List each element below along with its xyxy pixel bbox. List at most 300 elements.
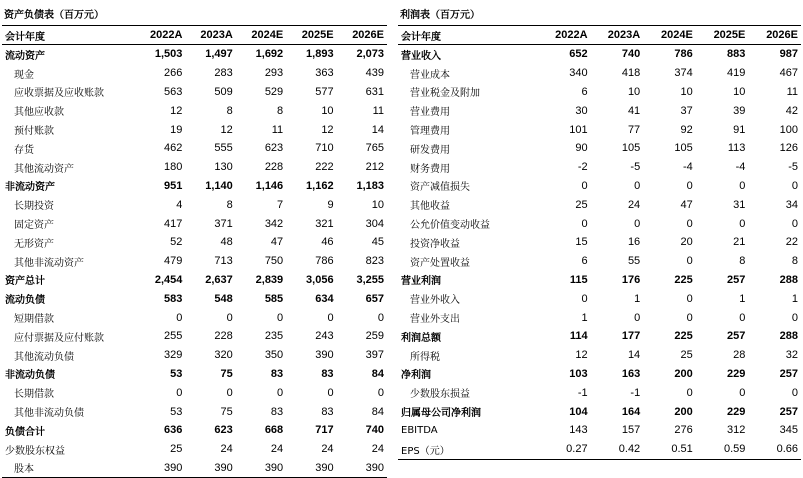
row-value: 225 [674,330,693,343]
table-row [2,83,387,102]
row-value: 10 [733,85,746,98]
row-value: 0 [226,386,233,399]
row-label: 流动资产 [5,50,45,62]
row-value: 228 [264,161,284,174]
row-value: 176 [621,273,641,286]
row-value: 585 [264,292,284,305]
table-row [398,64,801,83]
row-value: 8 [739,255,746,268]
row-label: 其他流动负债 [14,351,74,363]
row-value: 0 [277,311,284,324]
row-value: 83 [321,367,334,380]
row-value: 243 [315,330,334,343]
row-value: 6 [581,85,588,98]
row-value: 39 [733,104,746,117]
row-value: 462 [164,142,183,155]
row-value: 12 [220,123,233,136]
row-label: EPS（元） [398,440,538,459]
row-value: 114 [569,330,588,343]
row-value: 163 [621,367,641,380]
row-label: 其他非流动负债 [14,408,84,420]
row-value: 46 [321,236,334,249]
row-value: 583 [164,292,183,305]
row-value: 83 [270,405,284,418]
row-value: 41 [627,104,641,117]
row-label: 营业税金及附加 [410,88,480,100]
row-label: 无形资产 [14,238,54,250]
row-value: 509 [214,85,233,98]
row-value: 84 [371,405,384,418]
row-value: 1 [739,292,746,305]
row-label: 流动负债 [5,295,45,307]
row-value: 479 [164,255,183,268]
row-value: 75 [220,405,233,418]
balance-sheet-title: 资产负债表（百万元） [2,6,387,26]
balance-sheet-body [2,45,387,478]
row-label: 长期投资 [14,201,54,213]
row-value: 2,839 [255,273,284,286]
row-value: 52 [170,236,183,249]
row-value: 83 [270,367,284,380]
row-value: 0.27 [538,440,591,459]
header-fiscal-year: 会计年度 [2,26,135,45]
row-value: 126 [779,142,798,155]
row-value: 0 [791,386,798,399]
row-label: 其他流动资产 [14,163,74,175]
row-value: 363 [315,67,334,80]
row-value: 12 [170,104,183,117]
row-value: 390 [286,459,336,478]
row-value: 0 [791,311,798,324]
row-value: 1,893 [306,48,334,61]
row-value: 8 [226,104,233,117]
row-value: 25 [170,443,183,456]
row-value: 34 [785,198,798,211]
row-label: 营业成本 [410,69,450,81]
row-value: 8 [226,198,233,211]
row-value: 77 [627,123,641,136]
row-value: 371 [214,217,233,230]
row-value: 342 [264,217,284,230]
row-value: -2 [577,161,588,174]
row-value: 713 [214,255,233,268]
table-row [398,308,801,327]
row-value: 24 [220,443,233,456]
row-value: 3,255 [356,273,384,286]
row-value: 417 [164,217,183,230]
row-value: 255 [164,330,183,343]
row-value: 103 [569,367,588,380]
row-value: 740 [365,424,384,437]
row-label: 负债合计 [5,426,45,438]
table-row [2,214,387,233]
row-value: 1,183 [356,179,384,192]
row-label: 存货 [14,144,34,156]
table-row [398,402,801,421]
row-label: 归属母公司净利润 [401,408,481,420]
row-value: 823 [365,255,384,268]
row-value: 200 [674,367,693,380]
row-value: 12 [575,349,588,362]
table-row [398,177,801,196]
table-row [398,101,801,120]
row-value: 304 [365,217,384,230]
row-value: 374 [674,67,693,80]
row-value: 0 [686,386,693,399]
row-value: 157 [621,424,641,437]
row-label: 营业费用 [410,107,450,119]
table-row [2,327,387,346]
row-value: 7 [277,198,284,211]
row-value: 0 [176,311,183,324]
table-row [2,233,387,252]
row-value: 0 [226,311,233,324]
row-value: 786 [315,255,334,268]
row-label: 净利润 [401,370,431,382]
row-value: 6 [581,255,588,268]
row-value: 55 [627,255,641,268]
table-row [398,45,801,64]
row-value: -1 [577,386,588,399]
row-value: 668 [264,424,284,437]
row-value: 257 [779,405,798,418]
row-value: 21 [733,236,746,249]
table-row [2,271,387,290]
header-year: 2026E [748,26,801,45]
row-label: 研发费用 [410,144,450,156]
row-value: 0 [277,386,284,399]
row-value: 293 [264,67,284,80]
row-label: 少数股东权益 [5,445,65,457]
table-row [398,421,801,440]
row-value: 0 [634,179,641,192]
table-row [398,195,801,214]
income-statement-table [398,26,801,460]
row-value: 257 [727,330,746,343]
row-value: 0 [686,255,693,268]
header-year: 2025E [286,26,336,45]
row-value: 53 [170,405,183,418]
row-value: 1,503 [154,48,183,61]
row-value: 1,162 [306,179,334,192]
row-value: 2,454 [154,273,183,286]
row-value: 1,692 [255,48,284,61]
row-value: 1 [634,292,641,305]
row-label: 非流动资产 [5,182,55,194]
table-row [398,327,801,346]
row-value: 14 [371,123,384,136]
row-value: 2,073 [356,48,384,61]
row-value: 717 [315,424,334,437]
row-value: 235 [264,330,284,343]
row-value: 0 [739,311,746,324]
row-value: -1 [630,386,641,399]
table-row [398,233,801,252]
table-row [398,120,801,139]
row-value: 548 [214,292,233,305]
row-value: 623 [214,424,233,437]
row-value: 104 [569,405,588,418]
row-value: 19 [170,123,183,136]
table-row [2,440,387,459]
row-value: 276 [674,424,693,437]
row-value: 42 [785,104,798,117]
balance-sheet-panel [2,6,387,478]
row-label: 利润总额 [401,332,441,344]
row-label: 其他非流动资产 [14,257,84,269]
row-value: 84 [371,367,384,380]
row-value: 439 [365,67,384,80]
balance-sheet-table [2,26,387,478]
row-value: -5 [788,161,798,174]
row-value: 14 [627,349,641,362]
row-value: 113 [727,142,746,155]
table-row [2,158,387,177]
row-value: 390 [236,459,286,478]
table-row [398,271,801,290]
table-row [2,120,387,139]
row-value: 9 [327,198,334,211]
row-value: 390 [315,349,334,362]
row-label: 营业外支出 [410,314,460,326]
row-value: 10 [321,104,334,117]
row-value: 1 [581,311,588,324]
row-value: 259 [365,330,384,343]
row-value: 390 [135,459,185,478]
row-value: 0 [581,217,588,230]
row-value: 0.59 [696,440,749,459]
row-value: 710 [315,142,334,155]
row-label: 营业外收入 [410,295,460,307]
row-value: 320 [214,349,233,362]
row-value: 0 [739,217,746,230]
row-value: 229 [727,405,746,418]
row-value: 24 [321,443,334,456]
table-row [398,289,801,308]
income-statement-header-row [398,26,801,45]
row-value: 228 [214,330,233,343]
row-value: 32 [785,349,798,362]
row-value: 0 [377,311,384,324]
table-row [2,195,387,214]
header-year: 2022A [538,26,591,45]
row-value: 786 [674,48,693,61]
row-value: 467 [779,67,798,80]
row-label: 应付票据及应付账款 [14,332,104,344]
row-label: 固定资产 [14,220,54,232]
header-year: 2023A [185,26,235,45]
table-row [2,139,387,158]
row-value: 765 [365,142,384,155]
row-value: 31 [733,198,746,211]
table-row [2,421,387,440]
row-value: 20 [680,236,693,249]
row-value: 2,637 [205,273,233,286]
row-value: 0 [686,217,693,230]
row-value: 25 [575,198,588,211]
row-value: 164 [621,405,641,418]
header-year: 2026E [337,26,387,45]
table-row [2,289,387,308]
row-value: 312 [727,424,746,437]
row-value: 283 [214,67,233,80]
row-value: 24 [270,443,284,456]
row-value: 229 [727,367,746,380]
row-value: 0 [327,311,334,324]
row-value: 0 [581,292,588,305]
row-label: 营业利润 [401,276,441,288]
table-row [398,346,801,365]
header-year: 2023A [591,26,644,45]
table-row [398,440,801,459]
row-value: 11 [271,123,284,136]
row-value: 222 [315,161,334,174]
row-value: 266 [164,67,183,80]
row-value: 28 [733,349,746,362]
table-row [398,214,801,233]
row-value: 0 [327,386,334,399]
row-label: 公允价值变动收益 [410,220,490,232]
row-value: 90 [575,142,588,155]
row-value: 8 [791,255,798,268]
row-value: 4 [176,198,183,211]
row-value: 0.66 [748,440,801,459]
row-label: 股本 [2,459,135,478]
row-value: 634 [315,292,334,305]
header-year: 2022A [135,26,185,45]
row-label: 营业收入 [401,50,441,62]
row-value: 1,146 [255,179,284,192]
row-value: 1,140 [205,179,233,192]
row-label: 资产处置收益 [410,257,470,269]
row-value: 143 [569,424,588,437]
row-value: 200 [674,405,693,418]
row-label: 财务费用 [410,163,450,175]
row-value: 329 [164,349,183,362]
row-value: 105 [621,142,641,155]
header-year: 2025E [696,26,749,45]
income-statement-body [398,45,801,460]
row-label: 长期借款 [14,389,54,401]
row-value: 75 [220,367,233,380]
row-value: 92 [680,123,693,136]
row-value: 180 [164,161,183,174]
row-value: 529 [264,85,284,98]
table-row [398,158,801,177]
table-row [398,383,801,402]
row-label: 资产总计 [5,276,45,288]
row-value: 257 [727,273,746,286]
row-value: 390 [185,459,235,478]
row-value: 105 [674,142,693,155]
row-label: 投资净收益 [410,238,460,250]
row-value: 1,497 [205,48,233,61]
row-value: 24 [371,443,384,456]
table-row [398,252,801,271]
row-value: -4 [735,161,746,174]
table-row [2,101,387,120]
table-row [2,177,387,196]
balance-sheet-header-row [2,26,387,45]
row-value: 11 [786,85,798,98]
table-row [2,64,387,83]
row-label: 管理费用 [410,126,450,138]
row-label: 资产减值损失 [410,182,470,194]
row-value: 1 [791,292,798,305]
row-value: 225 [674,273,693,286]
row-value: 47 [270,236,284,249]
row-value: 45 [371,236,384,249]
table-row [398,83,801,102]
table-row [2,45,387,64]
row-value: 11 [372,104,384,117]
row-value: 0 [739,179,746,192]
row-label: 少数股东损益 [410,389,470,401]
row-value: 0.42 [591,440,644,459]
row-value: -4 [683,161,693,174]
header-year: 2024E [643,26,696,45]
row-value: 177 [621,330,641,343]
row-value: 0 [581,179,588,192]
row-value: 0 [791,179,798,192]
table-row [2,308,387,327]
row-value: 257 [779,367,798,380]
row-value: 25 [680,349,693,362]
row-label: EBITDA [401,424,438,436]
row-value: 212 [365,161,384,174]
row-value: 10 [627,85,641,98]
row-label: 所得税 [410,351,440,363]
row-label: 其他应收款 [14,107,64,119]
row-value: 419 [727,67,746,80]
table-row [2,402,387,421]
row-value: 10 [680,85,693,98]
row-value: 115 [569,273,588,286]
row-value: 418 [621,67,641,80]
row-value: 652 [569,48,588,61]
row-value: 0 [634,217,641,230]
row-value: 750 [264,255,284,268]
row-value: 0 [739,386,746,399]
row-value: 10 [371,198,384,211]
row-value: 47 [680,198,693,211]
row-value: 390 [337,459,387,478]
row-value: 340 [569,67,588,80]
row-label: 现金 [14,69,34,81]
row-value: 12 [321,123,334,136]
row-label: 非流动负债 [5,370,55,382]
row-label: 短期借款 [14,314,54,326]
row-value: 0 [686,311,693,324]
row-value: 288 [779,330,798,343]
row-value: 0 [686,292,693,305]
row-value: 22 [785,236,798,249]
table-row [2,459,387,478]
row-value: 987 [779,48,798,61]
row-value: 24 [627,198,641,211]
row-value: 100 [779,123,798,136]
income-statement-panel [398,6,801,460]
row-value: 101 [569,123,588,136]
row-value: 577 [315,85,334,98]
row-value: 30 [575,104,588,117]
row-value: 951 [164,179,183,192]
row-value: 0 [791,217,798,230]
table-row [398,365,801,384]
row-value: 91 [733,123,746,136]
row-value: 0 [634,311,641,324]
row-value: 53 [170,367,183,380]
